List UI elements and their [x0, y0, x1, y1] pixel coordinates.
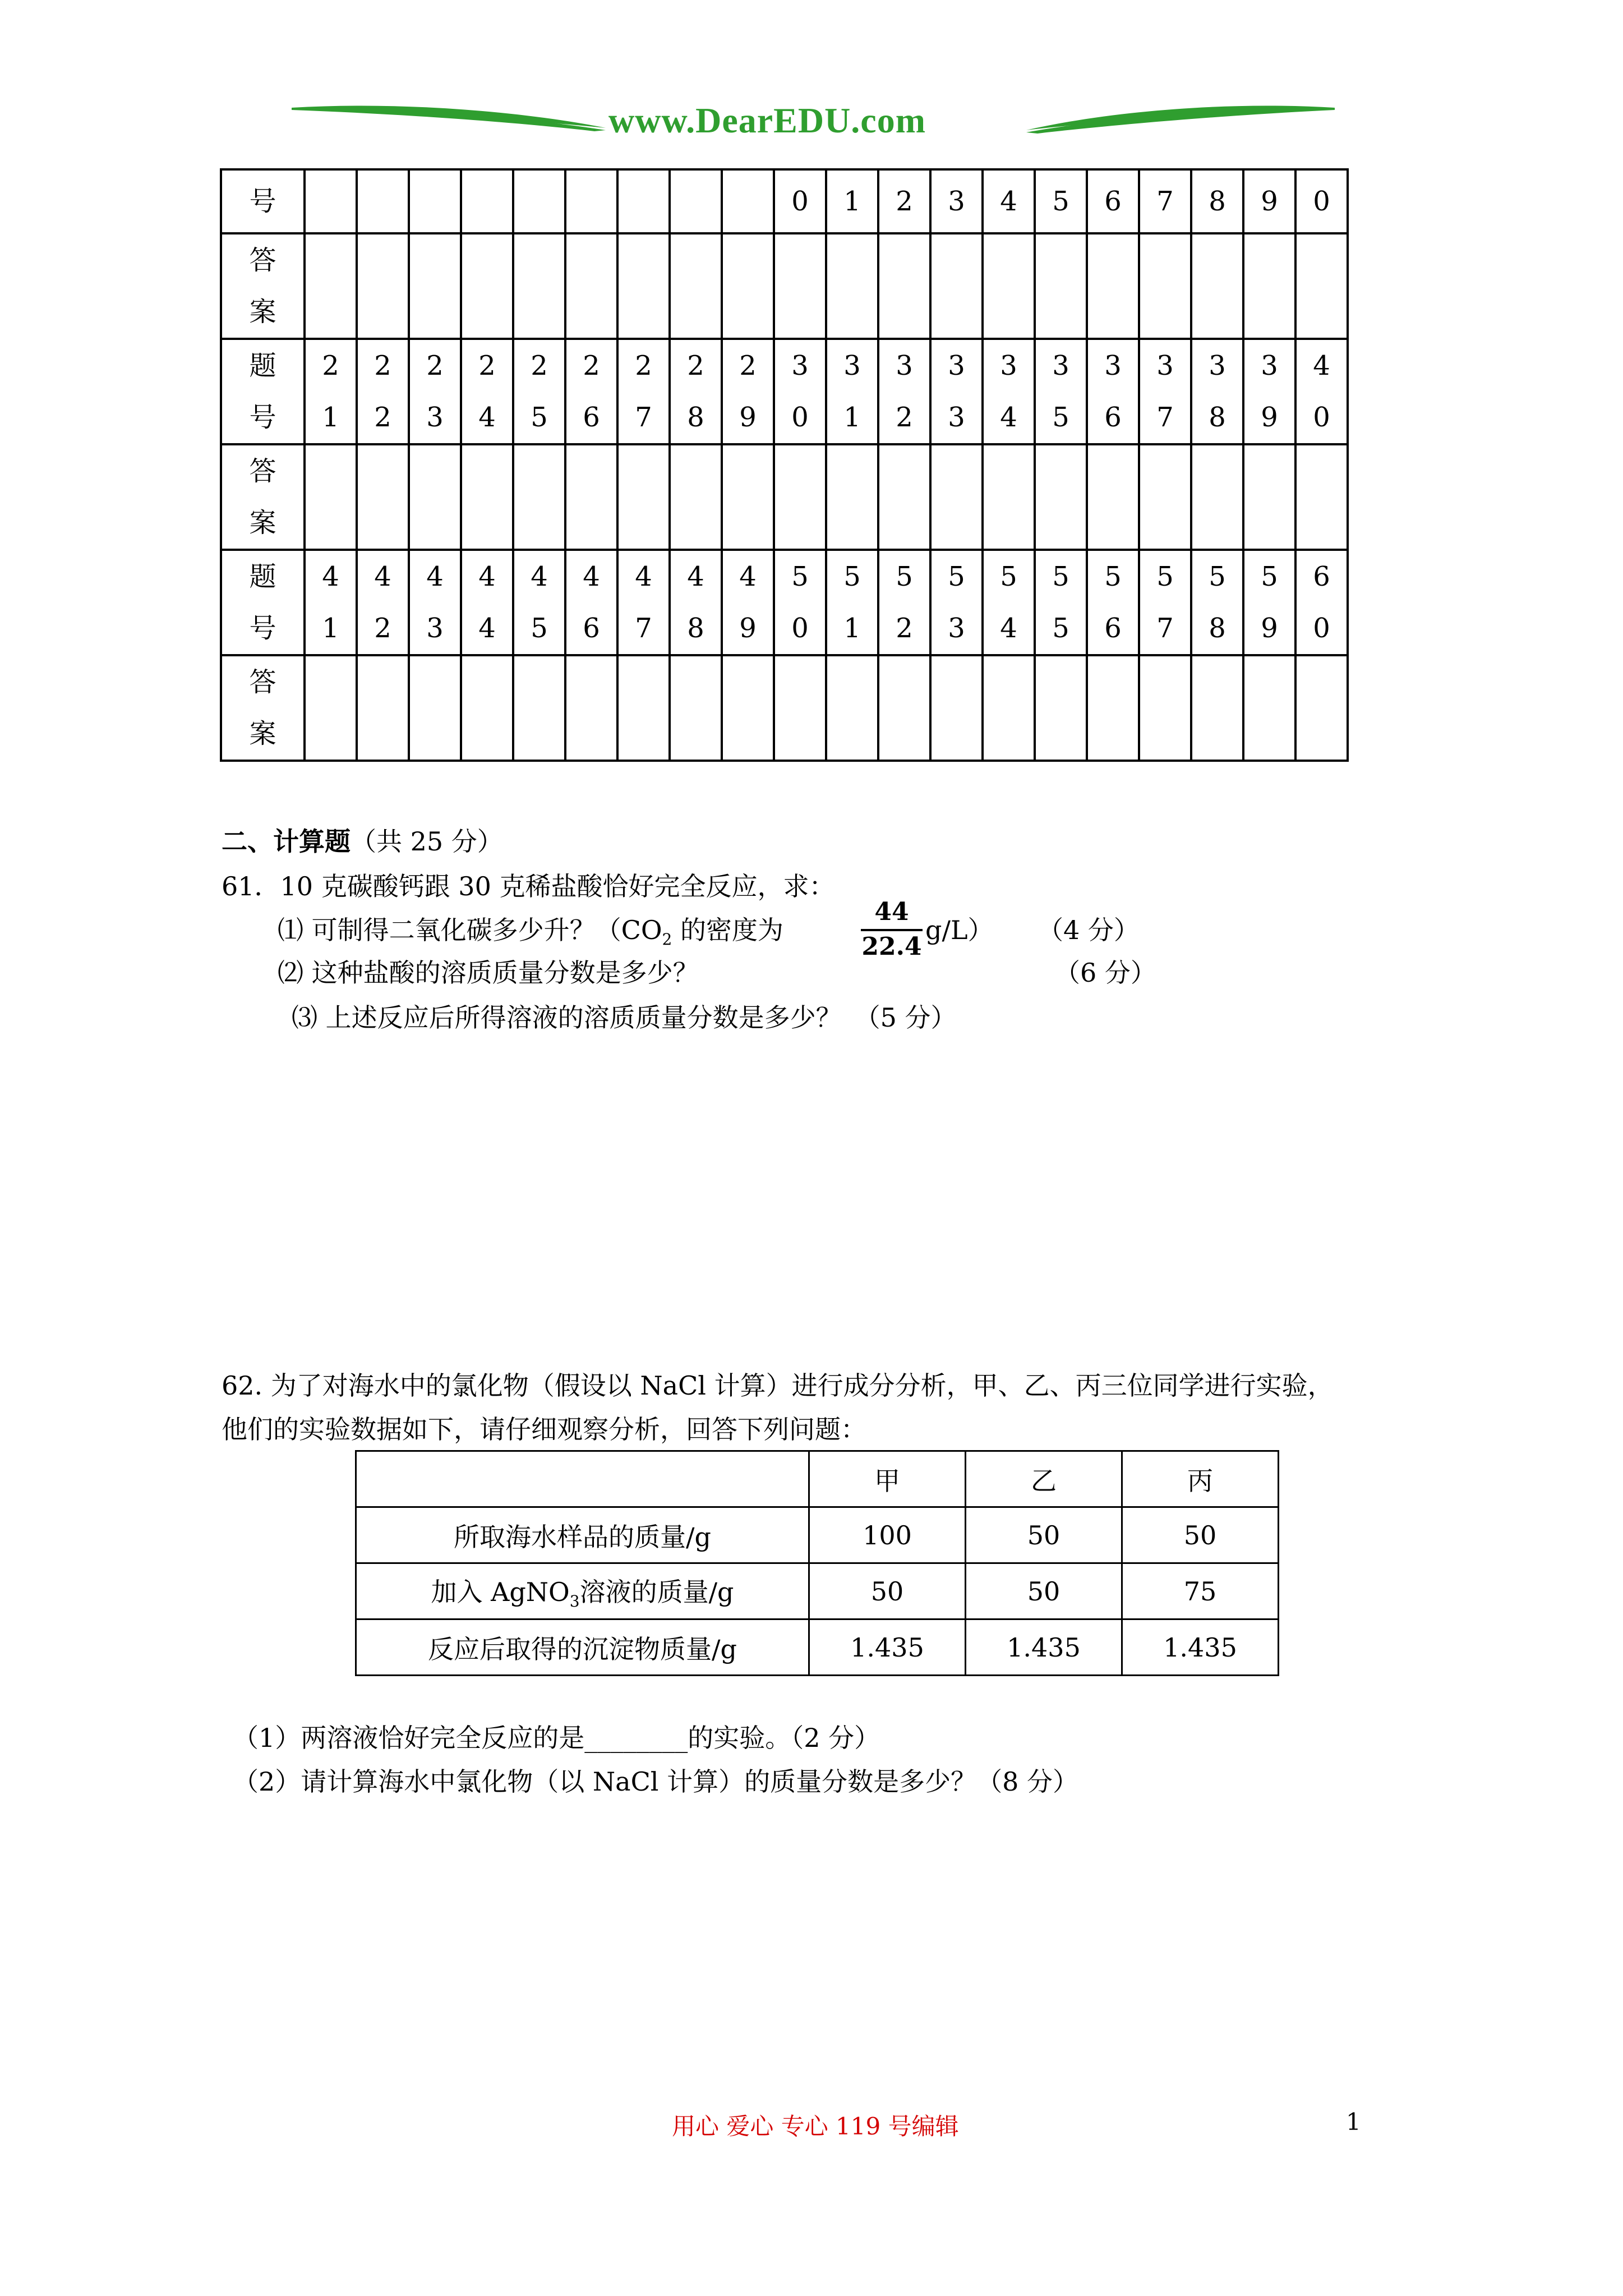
- grid-number-cell: 5 8: [1191, 550, 1243, 655]
- grid-answer-cell[interactable]: [305, 233, 357, 339]
- grid-number-cell: 1: [826, 169, 878, 233]
- grid-number-cell: 2 3: [409, 339, 461, 444]
- grid-answer-cell[interactable]: [1243, 655, 1295, 761]
- grid-answer-cell[interactable]: [722, 233, 774, 339]
- density-fraction: $\frac{44}{22.4}$: [861, 898, 922, 961]
- grid-number-cell: 5 6: [1087, 550, 1139, 655]
- grid-number-cell: 6: [1087, 169, 1139, 233]
- grid-answer-cell[interactable]: [930, 233, 983, 339]
- grid-answer-cell[interactable]: [722, 444, 774, 550]
- grid-answer-cell[interactable]: [1087, 233, 1139, 339]
- grid-answer-cell[interactable]: [1191, 655, 1243, 761]
- grid-answer-cell[interactable]: [461, 444, 513, 550]
- question-61-part2: ⑵ 这种盐酸的溶质质量分数是多少？: [278, 958, 699, 988]
- grid-answer-cell[interactable]: [878, 233, 930, 339]
- grid-number-cell: 3 5: [1035, 339, 1087, 444]
- grid-number-cell: 3 1: [826, 339, 878, 444]
- table-cell: 100: [809, 1507, 966, 1563]
- grid-answer-cell[interactable]: [1035, 655, 1087, 761]
- grid-number-cell: [565, 169, 617, 233]
- table-cell: 50: [1122, 1507, 1279, 1563]
- grid-answer-cell[interactable]: [357, 444, 409, 550]
- grid-number-cell: 8: [1191, 169, 1243, 233]
- grid-answer-cell[interactable]: [513, 444, 565, 550]
- grid-number-cell: 4 7: [617, 550, 670, 655]
- grid-answer-cell[interactable]: [1139, 233, 1191, 339]
- grid-answer-cell[interactable]: [565, 655, 617, 761]
- grid-number-cell: 4 8: [670, 550, 722, 655]
- table-row-label: 加入 AgNO$_3$溶液的质量/g: [356, 1563, 809, 1619]
- grid-number-cell: [722, 169, 774, 233]
- grid-answer-cell[interactable]: [305, 655, 357, 761]
- grid-answer-cell[interactable]: [826, 444, 878, 550]
- table-cell: 1.435: [966, 1619, 1122, 1676]
- grid-answer-cell[interactable]: [617, 655, 670, 761]
- grid-answer-cell[interactable]: [930, 655, 983, 761]
- grid-answer-cell[interactable]: [513, 233, 565, 339]
- grid-number-cell: [513, 169, 565, 233]
- grid-answer-cell[interactable]: [1087, 444, 1139, 550]
- grid-number-cell: 5 0: [774, 550, 826, 655]
- grid-answer-cell[interactable]: [670, 444, 722, 550]
- grid-answer-cell[interactable]: [409, 233, 461, 339]
- grid-number-cell: 4 3: [409, 550, 461, 655]
- grid-number-cell: 2 8: [670, 339, 722, 444]
- grid-row-answers-3: [221, 655, 1348, 761]
- table-cell: 50: [966, 1507, 1122, 1563]
- grid-answer-cell[interactable]: [774, 444, 826, 550]
- answer-label: 答 案: [221, 655, 305, 761]
- grid-number-cell: 3 3: [930, 339, 983, 444]
- row-label: 号: [221, 169, 305, 233]
- table-row-label: 反应后取得的沉淀物质量/g: [356, 1619, 809, 1676]
- grid-answer-cell[interactable]: [1243, 444, 1295, 550]
- grid-answer-cell[interactable]: [357, 233, 409, 339]
- page-number: 1: [1346, 2108, 1361, 2136]
- grid-number-cell: 4: [983, 169, 1035, 233]
- table-row: [356, 1507, 1279, 1563]
- grid-number-cell: 4 1: [305, 550, 357, 655]
- grid-number-cell: 0: [774, 169, 826, 233]
- table-cell: 50: [966, 1563, 1122, 1619]
- table-row: [356, 1619, 1279, 1676]
- answer-label: 答 案: [221, 444, 305, 550]
- grid-answer-cell[interactable]: [565, 233, 617, 339]
- grid-number-cell: 9: [1243, 169, 1295, 233]
- grid-row-numbers-2: [221, 339, 1348, 444]
- table-cell: 1.435: [809, 1619, 966, 1676]
- grid-number-cell: 4 2: [357, 550, 409, 655]
- grid-number-cell: 5 5: [1035, 550, 1087, 655]
- grid-number-cell: 5: [1035, 169, 1087, 233]
- grid-row-numbers-1: [221, 169, 1348, 233]
- grid-number-cell: 4 4: [461, 550, 513, 655]
- grid-row-answers-2: [221, 444, 1348, 550]
- grid-number-cell: 3 8: [1191, 339, 1243, 444]
- question-62-part1: （1）两溶液恰好完全反应的是________的实验。（2 分）: [233, 1723, 880, 1753]
- grid-answer-cell[interactable]: [1243, 233, 1295, 339]
- grid-answer-cell[interactable]: [878, 655, 930, 761]
- table-row: [356, 1563, 1279, 1619]
- grid-number-cell: 2 4: [461, 339, 513, 444]
- grid-number-cell: 0: [1295, 169, 1348, 233]
- grid-number-cell: 3 2: [878, 339, 930, 444]
- grid-answer-cell[interactable]: [1295, 655, 1348, 761]
- section-heading: 二、计算题（共 25 分）: [222, 826, 503, 857]
- grid-answer-cell[interactable]: [1035, 233, 1087, 339]
- grid-number-cell: 5 4: [983, 550, 1035, 655]
- grid-answer-cell[interactable]: [1087, 655, 1139, 761]
- grid-number-cell: 2 6: [565, 339, 617, 444]
- grid-number-cell: [617, 169, 670, 233]
- grid-answer-cell[interactable]: [670, 655, 722, 761]
- grid-number-cell: 3: [930, 169, 983, 233]
- grid-answer-cell[interactable]: [983, 655, 1035, 761]
- grid-answer-cell[interactable]: [565, 444, 617, 550]
- grid-answer-cell[interactable]: [983, 444, 1035, 550]
- grid-number-cell: 2 1: [305, 339, 357, 444]
- grid-number-cell: 3 9: [1243, 339, 1295, 444]
- grid-number-cell: [670, 169, 722, 233]
- grid-number-cell: 2 9: [722, 339, 774, 444]
- grid-answer-cell[interactable]: [617, 444, 670, 550]
- grid-answer-cell[interactable]: [513, 655, 565, 761]
- grid-answer-cell[interactable]: [1295, 444, 1348, 550]
- grid-answer-cell[interactable]: [461, 233, 513, 339]
- grid-answer-cell[interactable]: [722, 655, 774, 761]
- grid-number-cell: [461, 169, 513, 233]
- grid-number-cell: 2 2: [357, 339, 409, 444]
- grid-answer-cell[interactable]: [983, 233, 1035, 339]
- question-62-part2: （2）请计算海水中氯化物（以 NaCl 计算）的质量分数是多少？（8 分）: [233, 1766, 1078, 1797]
- grid-number-cell: 6 0: [1295, 550, 1348, 655]
- grid-answer-cell[interactable]: [357, 655, 409, 761]
- grid-answer-cell[interactable]: [930, 444, 983, 550]
- table-header-row: [356, 1451, 1279, 1507]
- grid-answer-cell[interactable]: [1035, 444, 1087, 550]
- table-cell: 75: [1122, 1563, 1279, 1619]
- grid-number-cell: 4 0: [1295, 339, 1348, 444]
- grid-answer-cell[interactable]: [1139, 655, 1191, 761]
- grid-answer-cell[interactable]: [1191, 233, 1243, 339]
- grid-answer-cell[interactable]: [670, 233, 722, 339]
- table-header-cell: [356, 1451, 809, 1507]
- table-header-cell: 丙: [1122, 1451, 1279, 1507]
- grid-number-cell: 5 9: [1243, 550, 1295, 655]
- grid-answer-cell[interactable]: [461, 655, 513, 761]
- grid-number-cell: 5 3: [930, 550, 983, 655]
- question-61-stem: 61．10 克碳酸钙跟 30 克稀盐酸恰好完全反应，求：: [222, 871, 835, 901]
- grid-number-cell: 3 6: [1087, 339, 1139, 444]
- site-logo-text[interactable]: www.DearEDU.com: [608, 100, 926, 140]
- grid-number-cell: 5 7: [1139, 550, 1191, 655]
- grid-number-cell: 3 0: [774, 339, 826, 444]
- table-header-cell: 甲: [809, 1451, 966, 1507]
- experiment-data-table: [355, 1450, 1279, 1676]
- grid-answer-cell[interactable]: [617, 233, 670, 339]
- question-61-part2-score: （6 分）: [1054, 958, 1156, 988]
- grid-row-answers-1: [221, 233, 1348, 339]
- table-cell: 1.435: [1122, 1619, 1279, 1676]
- grid-row-numbers-3: [221, 550, 1348, 655]
- grid-answer-cell[interactable]: [774, 655, 826, 761]
- grid-number-cell: 2 7: [617, 339, 670, 444]
- grid-number-cell: 5 2: [878, 550, 930, 655]
- grid-number-cell: [305, 169, 357, 233]
- question-61-part1: ⑴ 可制得二氧化碳多少升？（$CO_2$ 的密度为: [278, 915, 783, 949]
- question-62-stem-line1: 62. 为了对海水中的氯化物（假设以 NaCl 计算）进行成分分析，甲、乙、丙三位同学进行实验，: [222, 1370, 1334, 1401]
- grid-number-cell: 3 7: [1139, 339, 1191, 444]
- footer-text: 用心 爱心 专心 119 号编辑: [672, 2113, 959, 2140]
- grid-answer-cell[interactable]: [1295, 233, 1348, 339]
- grid-number-cell: 2 5: [513, 339, 565, 444]
- grid-number-cell: 4 6: [565, 550, 617, 655]
- table-cell: 50: [809, 1563, 966, 1619]
- grid-answer-cell[interactable]: [878, 444, 930, 550]
- number-label: 题 号: [221, 339, 305, 444]
- grid-number-cell: [357, 169, 409, 233]
- answer-label: 答 案: [221, 233, 305, 339]
- question-61-part3: ⑶ 上述反应后所得溶液的溶质质量分数是多少？ （5 分）: [292, 1002, 957, 1033]
- grid-number-cell: 5 1: [826, 550, 878, 655]
- table-header-cell: 乙: [966, 1451, 1122, 1507]
- grid-answer-cell[interactable]: [774, 233, 826, 339]
- table-row-label: 所取海水样品的质量/g: [356, 1507, 809, 1563]
- grid-answer-cell[interactable]: [1139, 444, 1191, 550]
- grid-number-cell: 3 4: [983, 339, 1035, 444]
- grid-number-cell: 7: [1139, 169, 1191, 233]
- grid-answer-cell[interactable]: [409, 444, 461, 550]
- grid-number-cell: 2: [878, 169, 930, 233]
- grid-number-cell: [409, 169, 461, 233]
- grid-answer-cell[interactable]: [826, 655, 878, 761]
- answer-grid: [220, 168, 1349, 762]
- question-61-part1-score: （4 分）: [1038, 915, 1140, 945]
- number-label: 题 号: [221, 550, 305, 655]
- grid-number-cell: 4 9: [722, 550, 774, 655]
- grid-number-cell: 4 5: [513, 550, 565, 655]
- grid-answer-cell[interactable]: [826, 233, 878, 339]
- density-unit: g/L）: [925, 915, 994, 945]
- grid-answer-cell[interactable]: [305, 444, 357, 550]
- question-62-stem-line2: 他们的实验数据如下，请仔细观察分析，回答下列问题：: [222, 1414, 866, 1444]
- grid-answer-cell[interactable]: [1191, 444, 1243, 550]
- grid-answer-cell[interactable]: [409, 655, 461, 761]
